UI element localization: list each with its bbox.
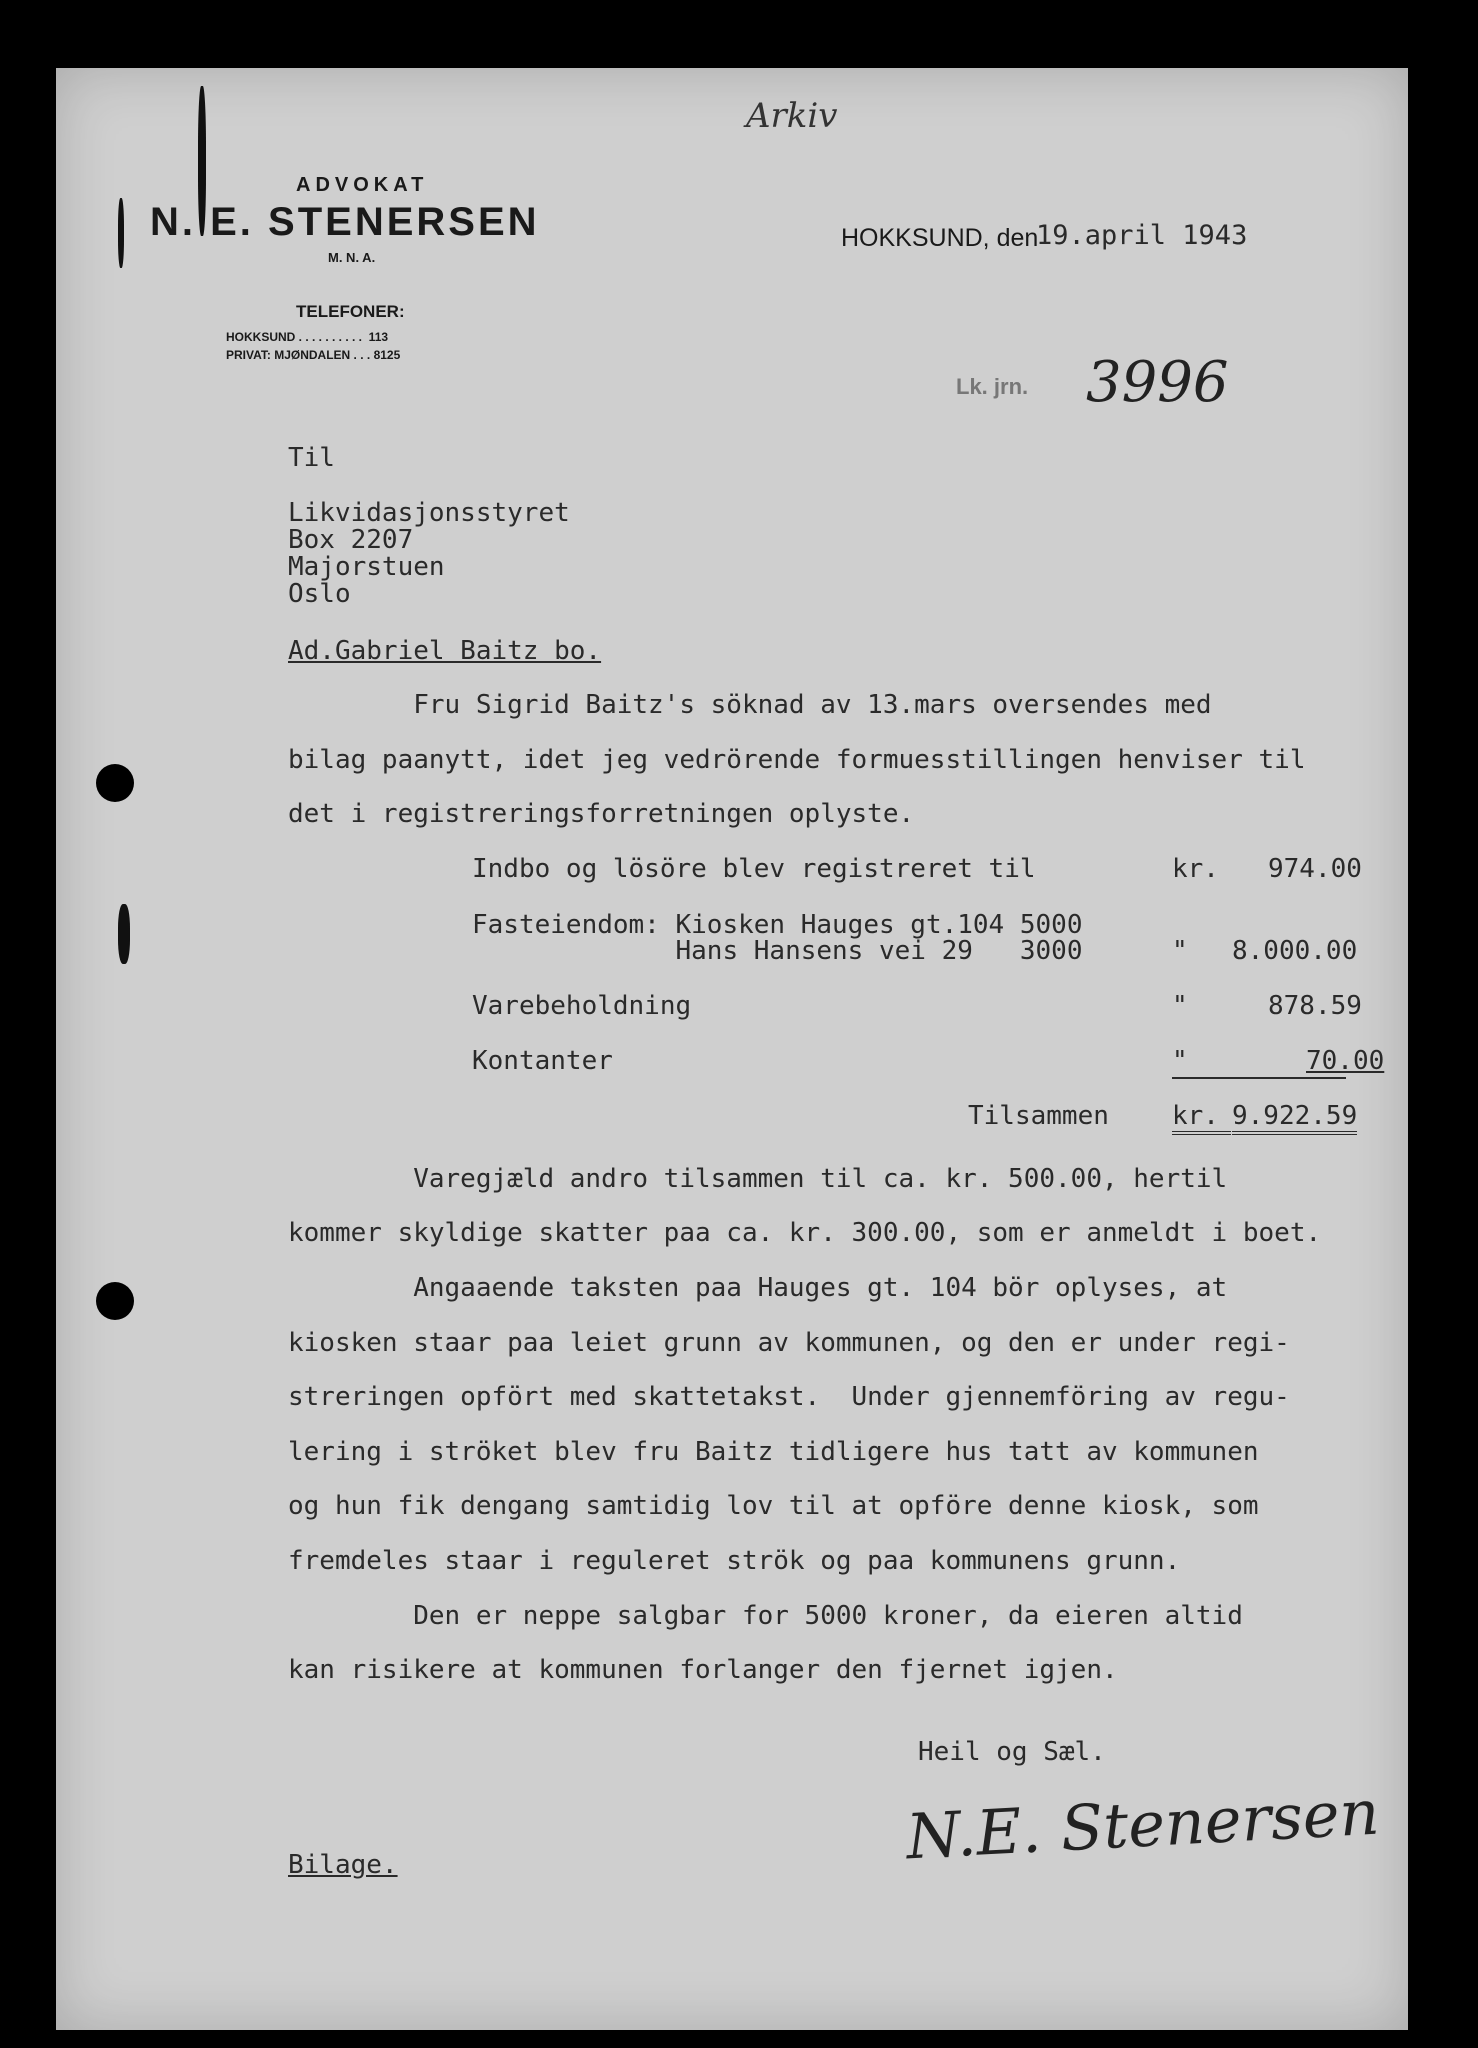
asset-row-amount: 8.000.00 bbox=[1232, 936, 1358, 966]
body-line: kiosken staar paa leiet grunn av kommunen, og den er under regi- bbox=[288, 1328, 1290, 1358]
body-line: Den er neppe salgbar for 5000 kroner, da eieren altid bbox=[288, 1601, 1243, 1631]
archive-note: Arkiv bbox=[746, 96, 838, 136]
signature: N.E. Stenersen bbox=[904, 1775, 1382, 1874]
body-line: det i registreringsforretningen oplyste. bbox=[288, 799, 915, 829]
journal-number: 3996 bbox=[1086, 350, 1229, 415]
letter-subject: Ad.Gabriel Baitz bo. bbox=[288, 636, 602, 666]
place-label: HOKKSUND, den bbox=[841, 224, 1039, 252]
punch-hole-top bbox=[96, 764, 134, 802]
asset-row-amount: 70.00 bbox=[1306, 1046, 1385, 1076]
asset-row-amount: 878.59 bbox=[1268, 991, 1362, 1021]
asset-row-label: Indbo og lösöre blev registreret til bbox=[472, 854, 1036, 884]
asset-row-label: Hans Hansens vei 29 3000 bbox=[472, 936, 1083, 966]
enclosure-note: Bilage. bbox=[288, 1850, 398, 1880]
total-currency: kr. bbox=[1172, 1101, 1231, 1135]
recipient-til: Til bbox=[288, 443, 335, 473]
body-line: bilag paanytt, idet jeg vedrörende formuesstillingen henviser til bbox=[288, 745, 1306, 775]
body-line: streringen opfört med skattetakst. Under gjennemföring av regu- bbox=[288, 1382, 1290, 1412]
body-line: kommer skyldige skatter paa ca. kr. 300.00, som er anmeldt i boet. bbox=[288, 1218, 1322, 1248]
recipient-line3: Majorstuen bbox=[288, 552, 445, 582]
asset-row-amount: 974.00 bbox=[1268, 854, 1362, 884]
letterhead-name: N. E. STENERSEN bbox=[150, 200, 540, 244]
body-line: Fru Sigrid Baitz's söknad av 13.mars oversendes med bbox=[288, 690, 1212, 720]
ink-smudge bbox=[118, 198, 124, 268]
asset-row-currency: " bbox=[1172, 991, 1188, 1021]
recipient-line1: Likvidasjonsstyret bbox=[288, 498, 570, 528]
ink-smudge bbox=[118, 904, 130, 964]
journal-stamp-prefix: Lk. jrn. bbox=[956, 374, 1029, 399]
letterhead-suffix: M. N. A. bbox=[328, 250, 376, 265]
asset-row-label: Kontanter bbox=[472, 1046, 613, 1076]
letter-page bbox=[56, 68, 1408, 2030]
recipient-line2: Box 2207 bbox=[288, 525, 414, 555]
body-line: lering i ströket blev fru Baitz tidligere hus tatt av kommunen bbox=[288, 1437, 1259, 1467]
letter-date: 19.april 1943 bbox=[1036, 220, 1248, 251]
body-line: kan risikere at kommunen forlanger den fjernet igjen. bbox=[288, 1655, 1118, 1685]
closing-greeting: Heil og Sæl. bbox=[918, 1737, 1106, 1767]
letterhead-title: ADVOKAT bbox=[296, 174, 429, 196]
total-amount: 9.922.59 bbox=[1232, 1101, 1357, 1135]
body-line: og hun fik dengang samtidig lov til at opföre denne kiosk, som bbox=[288, 1491, 1259, 1521]
asset-row-currency: " bbox=[1172, 936, 1188, 966]
phone-line-office: HOKKSUND . . . . . . . . . . 113 bbox=[226, 330, 389, 344]
asset-row-currency: kr. bbox=[1172, 854, 1219, 884]
body-line: Angaaende taksten paa Hauges gt. 104 bör oplyses, at bbox=[288, 1273, 1228, 1303]
asset-row-currency: " bbox=[1172, 1046, 1188, 1076]
phone-line-private: PRIVAT: MJØNDALEN . . . 8125 bbox=[226, 348, 401, 362]
total-label: Tilsammen bbox=[968, 1101, 1109, 1131]
total-rule bbox=[1172, 1077, 1346, 1079]
phone-heading: TELEFONER: bbox=[296, 302, 405, 321]
asset-row-label: Fasteiendom: Kiosken Hauges gt.104 5000 bbox=[472, 910, 1083, 940]
punch-hole-bottom bbox=[96, 1282, 134, 1320]
asset-row-label: Varebeholdning bbox=[472, 991, 692, 1021]
body-line: Varegjæld andro tilsammen til ca. kr. 500.00, hertil bbox=[288, 1164, 1228, 1194]
recipient-line4: Oslo bbox=[288, 579, 351, 609]
body-line: fremdeles staar i reguleret strök og paa kommunens grunn. bbox=[288, 1546, 1181, 1576]
